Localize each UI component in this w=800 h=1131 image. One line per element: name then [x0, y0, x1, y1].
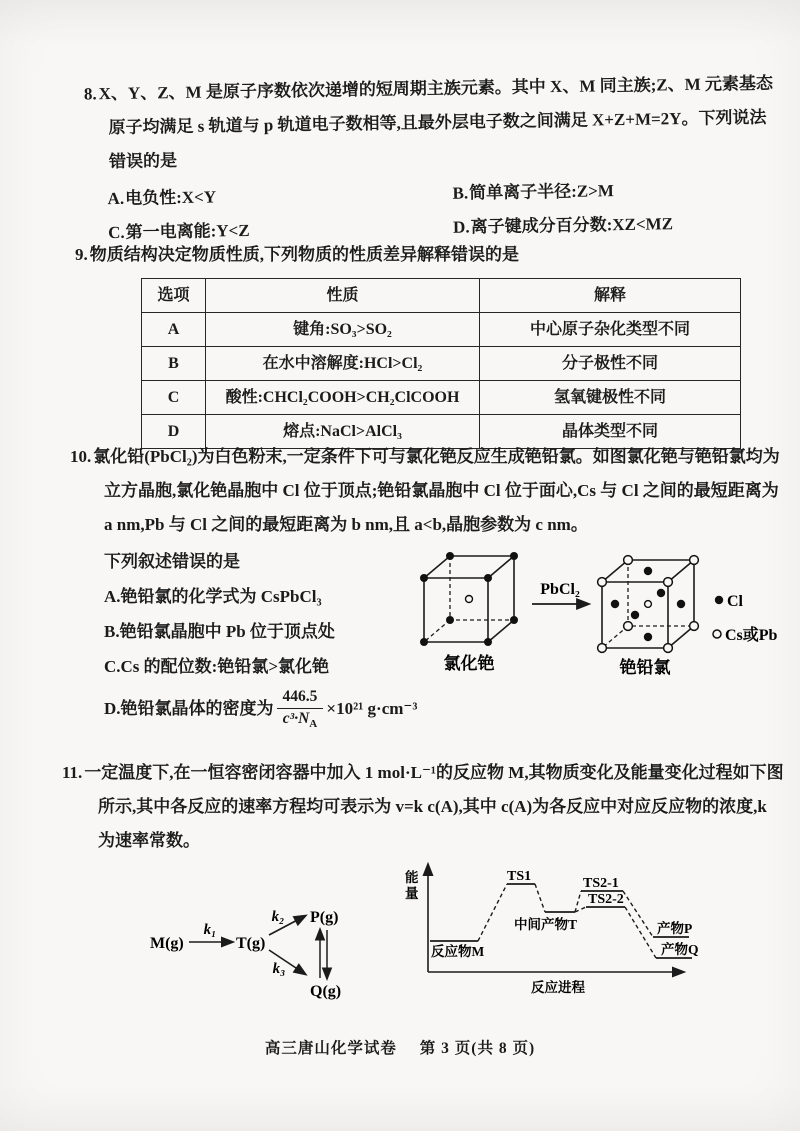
- q11-number: 11.: [62, 763, 83, 782]
- table-row: B 在水中溶解度:HCl>Cl₂ 分子极性不同: [142, 347, 741, 381]
- table-row: C 酸性:CHCl₂COOH>CH₂ClCOOH 氢氧键极性不同: [142, 381, 741, 415]
- q8-number: 8.: [83, 84, 97, 104]
- q8-stem-text: X、Y、Z、M 是原子序数依次递增的短周期主族元素。其中 X、M 同主族;Z、M 元素基态原子均满足 s 轨道与 p 轨道电子数相等,且最外层电子数之间满足 X+Z+M=2Y。下列说法错误的是: [98, 73, 774, 172]
- energy-diagram-figure: [395, 858, 795, 1010]
- q9-table: [141, 278, 741, 449]
- product-q-label: 产物Q: [661, 942, 699, 957]
- product-p-label: 产物P: [657, 921, 693, 936]
- question-10: [70, 440, 782, 731]
- q9-stem: [75, 238, 781, 272]
- page-number: 第 3 页(共 8 页): [419, 1040, 536, 1057]
- legend-filled-dot: [715, 596, 723, 604]
- cscl-label: 氯化铯: [443, 654, 495, 673]
- q9-col-option: 选项: [142, 279, 206, 313]
- x-axis-label: 反应进程: [531, 980, 585, 995]
- y-axis-label-1: 能: [405, 870, 419, 885]
- equilibrium-arrows: [320, 930, 327, 978]
- k2-label: k₂: [271, 909, 285, 925]
- cscl-center-atom: [466, 596, 473, 603]
- y-axis-label-2: 量: [405, 886, 419, 901]
- q8-stem: [84, 67, 782, 180]
- q10-option-d: D. 铯铅氯晶体的密度为 $\frac{446.5}{c^3\cdot N_A}$ ×10²¹ g·cm⁻³: [104, 688, 418, 730]
- q9-col-explanation: 解释: [480, 279, 741, 313]
- legend-filled-label: Cl: [727, 593, 743, 610]
- page-footer: [0, 1036, 800, 1058]
- q10-option-a: A.铯铅氯的化学式为 CsPbCl₃: [104, 587, 322, 606]
- intermediate-label: 中间产物T: [514, 917, 578, 932]
- q10-stem: [70, 440, 782, 542]
- q11-stem: [62, 756, 784, 858]
- cspbcl3-label: 铯铅氯: [619, 658, 671, 677]
- q8-option-a: A.电负性:X<Y: [107, 187, 217, 209]
- ts1-label: TS1: [507, 869, 532, 884]
- reaction-scheme-figure: [148, 896, 363, 1008]
- q9-table-header-row: [142, 279, 741, 313]
- question-8: [84, 67, 783, 250]
- q10-option-c: C.Cs 的配位数:铯铅氯>氯化铯: [104, 657, 330, 676]
- species-p: P(g): [310, 909, 339, 926]
- table-row: A 键角:SO₃>SO₂ 中心原子杂化类型不同: [142, 313, 741, 347]
- q10-stem-text: 氯化铅(PbCl₂)为白色粉末,一定条件下可与氯化铯反应生成铯铅氯。如图氯化铯与铯铅氯均为立方晶胞,氯化铯晶胞中 Cl 位于顶点;铯铅氯晶胞中 Cl 位于面心,Cs 与 Cl 之间的最短距离为 a nm,Pb 与 Cl 之间的最短距离为 b nm,且 a<b,晶胞参数为 c nm。: [93, 447, 780, 534]
- k1-label: k₁: [203, 922, 217, 938]
- q10-body: [70, 544, 782, 684]
- legend-open-label: Cs或Pb: [725, 627, 778, 644]
- crystal-structure-figure: [418, 546, 798, 680]
- species-q: Q(g): [310, 983, 342, 1000]
- species-m: M(g): [150, 935, 184, 952]
- table-row: D 熔点:NaCl>AlCl₃ 晶体类型不同: [142, 415, 741, 449]
- q9-stem-text: 物质结构决定物质性质,下列物质的性质差异解释错误的是: [89, 245, 519, 264]
- q8-option-c: C.第一电离能:Y<Z: [107, 220, 250, 243]
- q10-prompt: 下列叙述错误的是: [104, 552, 240, 571]
- reaction-arrow-label: PbCl₂: [540, 581, 580, 598]
- question-9: [75, 238, 781, 449]
- question-11: [62, 756, 784, 1048]
- q9-col-property: 性质: [206, 279, 480, 313]
- cspbcl3-center-atom: [645, 601, 652, 608]
- density-fraction: $\frac{446.5}{c^3\cdot N_A}$: [277, 688, 324, 731]
- k3-label: k₃: [272, 961, 286, 977]
- legend-open-dot: [713, 630, 721, 638]
- q11-figures: [62, 858, 784, 1048]
- q8-option-d: D.离子键成分百分数:XZ<MZ: [452, 214, 674, 237]
- reactant-label: 反应物M: [431, 944, 485, 959]
- q10-option-b: B.铯铅氯晶胞中 Pb 位于顶点处: [104, 622, 335, 641]
- q11-stem-text: 一定温度下,在一恒容密闭容器中加入 1 mol·L⁻¹的反应物 M,其物质变化及能量变化过程如下图所示,其中各反应的速率方程均可表示为 v=k c(A),其中 c(A)为各反应中对应反应物的浓度,k 为速率常数。: [84, 763, 784, 850]
- species-t: T(g): [236, 935, 266, 952]
- q9-number: 9.: [75, 245, 88, 264]
- exam-title: 高三唐山化学试卷: [264, 1040, 397, 1057]
- ts2-1-label: TS2-1: [583, 876, 619, 891]
- q8-option-b: B.简单离子半径:Z>M: [452, 181, 615, 203]
- q10-number: 10.: [70, 447, 92, 466]
- ts2-2-label: TS2-2: [588, 892, 624, 907]
